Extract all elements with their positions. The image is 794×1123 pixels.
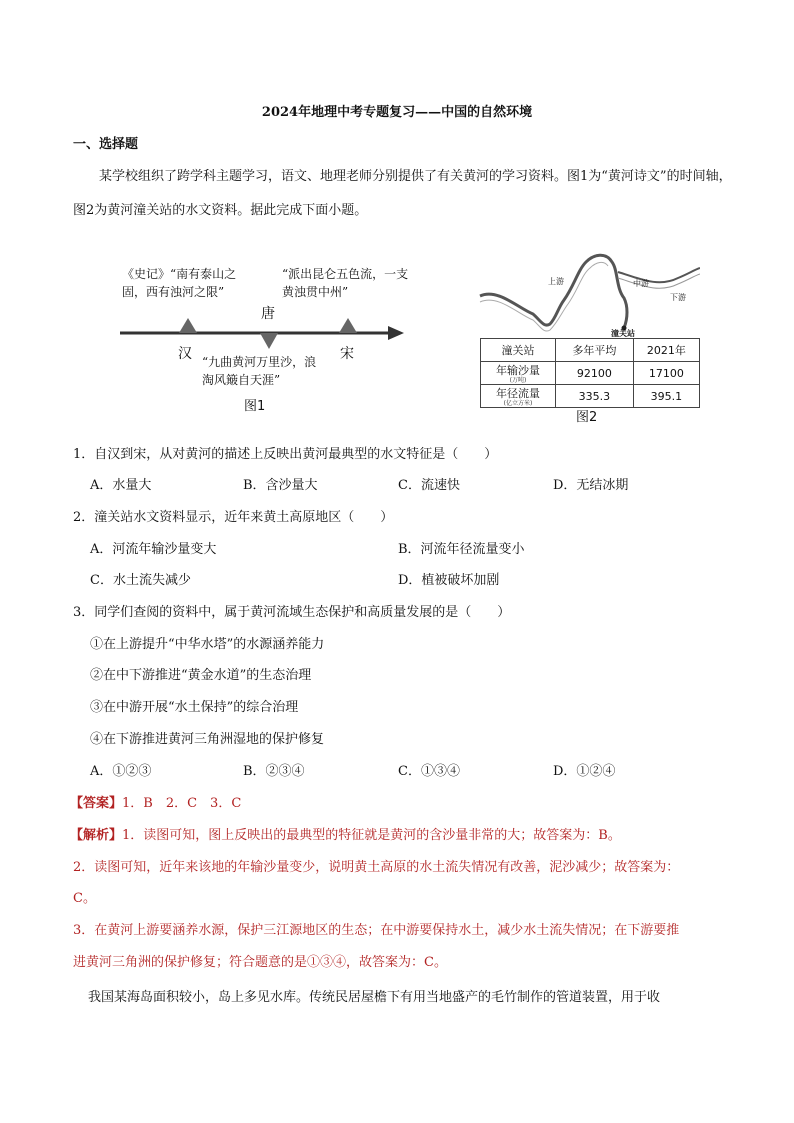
q2-option-a[interactable]: A．河流年输沙量变大	[90, 542, 217, 557]
q2-option-d[interactable]: D．植被破坏加剧	[398, 573, 500, 588]
quote-tang-bottom: “九曲黄河万里沙，浪淘风簸自天涯”	[202, 355, 317, 387]
analysis-line-1	[70, 824, 621, 843]
page-title: 2024年地理中考专题复习——中国的自然环境	[261, 105, 533, 120]
analysis-tag: 【解析】	[70, 828, 123, 843]
quote-tang-top: “派出昆仑五色流，一支黄浊贯中州”	[282, 267, 409, 299]
yellow-river-map	[478, 248, 700, 338]
analysis-2-line-2: C。	[73, 891, 96, 906]
analysis-3-line-2: 进黄河三角洲的保护修复；符合题意的是①③④，故答案为：C。	[73, 955, 447, 970]
q3-option-c[interactable]: C．①③④	[398, 764, 460, 779]
table-header-cell: 多年平均	[556, 339, 634, 362]
q2-option-c[interactable]: C．水土流失减少	[90, 573, 191, 588]
map-label-downstream: 下游	[670, 293, 686, 302]
q1-option-b[interactable]: B．含沙量大	[243, 478, 318, 493]
q3-item-4: ④在下游推进黄河三角洲湿地的保护修复	[90, 732, 325, 747]
q3-option-a[interactable]: A．①②③	[90, 764, 152, 779]
answer-line	[70, 792, 241, 811]
map-label-midstream: 中游	[633, 279, 649, 288]
map-label-station: 潼关站	[611, 328, 635, 338]
q3-option-b[interactable]: B．②③④	[243, 764, 305, 779]
table-header-cell: 潼关站	[481, 339, 556, 362]
hydrology-table-wrap	[480, 338, 700, 408]
q3-item-3: ③在中游开展“水土保持”的综合治理	[90, 700, 299, 715]
q1-option-d[interactable]: D．无结冰期	[553, 478, 629, 493]
quote-shiji: 《史记》“南有泰山之固，西有浊河之限”	[122, 267, 237, 299]
analysis-3-line-1: 3．在黄河上游要涵养水源，保护三江源地区的生态；在中游要保持水土，减少水土流失情况；在下游要推	[73, 923, 680, 938]
q1-option-a[interactable]: A．水量大	[90, 478, 152, 493]
table-cell: 395.1	[633, 385, 699, 408]
table-header-row	[481, 339, 700, 362]
label-tang: 唐	[261, 306, 275, 322]
table-row	[481, 385, 700, 408]
figure-2-hydrology	[478, 248, 700, 423]
figure-2-caption: 图2	[576, 410, 598, 425]
next-question-intro: 我国某海岛面积较小，岛上多见水库。传统民居屋檐下有用当地盛产的毛竹制作的管道装置，用于收	[88, 990, 661, 1005]
question-1-stem: 1．自汉到宋，从对黄河的描述上反映出黄河最典型的水文特征是（ ）	[73, 447, 498, 462]
timeline-arrowhead	[388, 326, 404, 340]
table-row	[481, 362, 700, 385]
row-label: 年径流量 (亿立方米)	[481, 385, 556, 408]
table-header-cell: 2021年	[633, 339, 699, 362]
label-han: 汉	[178, 346, 192, 362]
figure-1-timeline	[120, 255, 410, 425]
river-path	[480, 255, 627, 328]
question-intro: 某学校组织了跨学科主题学习，语文、地理老师分别提供了有关黄河的学习资料。图1为“黄河诗文”的时间轴，图2为黄河潼关站的水文资料。据此完成下面小题。	[73, 169, 732, 218]
q3-item-2: ②在中下游推进“黄金水道”的生态治理	[90, 668, 312, 683]
row-label: 年输沙量 (万吨)	[481, 362, 556, 385]
table-cell: 17100	[633, 362, 699, 385]
tang-marker	[260, 333, 278, 349]
section-heading: 一、选择题	[73, 137, 139, 152]
song-marker	[339, 318, 357, 333]
q3-item-1: ①在上游提升“中华水塔”的水源涵养能力	[90, 637, 325, 652]
table-cell: 92100	[556, 362, 634, 385]
question-2-stem: 2．潼关站水文资料显示，近年来黄土高原地区（ ）	[73, 510, 394, 525]
answer-tag: 【答案】	[70, 796, 123, 811]
table-cell: 335.3	[556, 385, 634, 408]
hydrology-table	[480, 338, 700, 408]
answer-text: 1．B 2．C 3．C	[122, 796, 242, 811]
han-marker	[179, 318, 197, 333]
label-song: 宋	[340, 346, 354, 362]
analysis-2-line-1: 2．读图可知，近年来该地的年输沙量变少，说明黄土高原的水土流失情况有改善，泥沙减少；故答案为：	[73, 860, 680, 875]
map-label-upstream: 上游	[548, 277, 564, 286]
q3-option-d[interactable]: D．①②④	[553, 764, 616, 779]
q1-option-c[interactable]: C．流速快	[398, 478, 460, 493]
figure-1-caption: 图1	[244, 399, 266, 414]
analysis-1: 1．读图可知，图上反映出的最典型的特征就是黄河的含沙量非常的大；故答案为：B。	[122, 828, 621, 843]
q2-option-b[interactable]: B．河流年径流量变小	[398, 542, 525, 557]
question-3-stem: 3．同学们查阅的资料中，属于黄河流域生态保护和高质量发展的是（ ）	[73, 605, 511, 620]
